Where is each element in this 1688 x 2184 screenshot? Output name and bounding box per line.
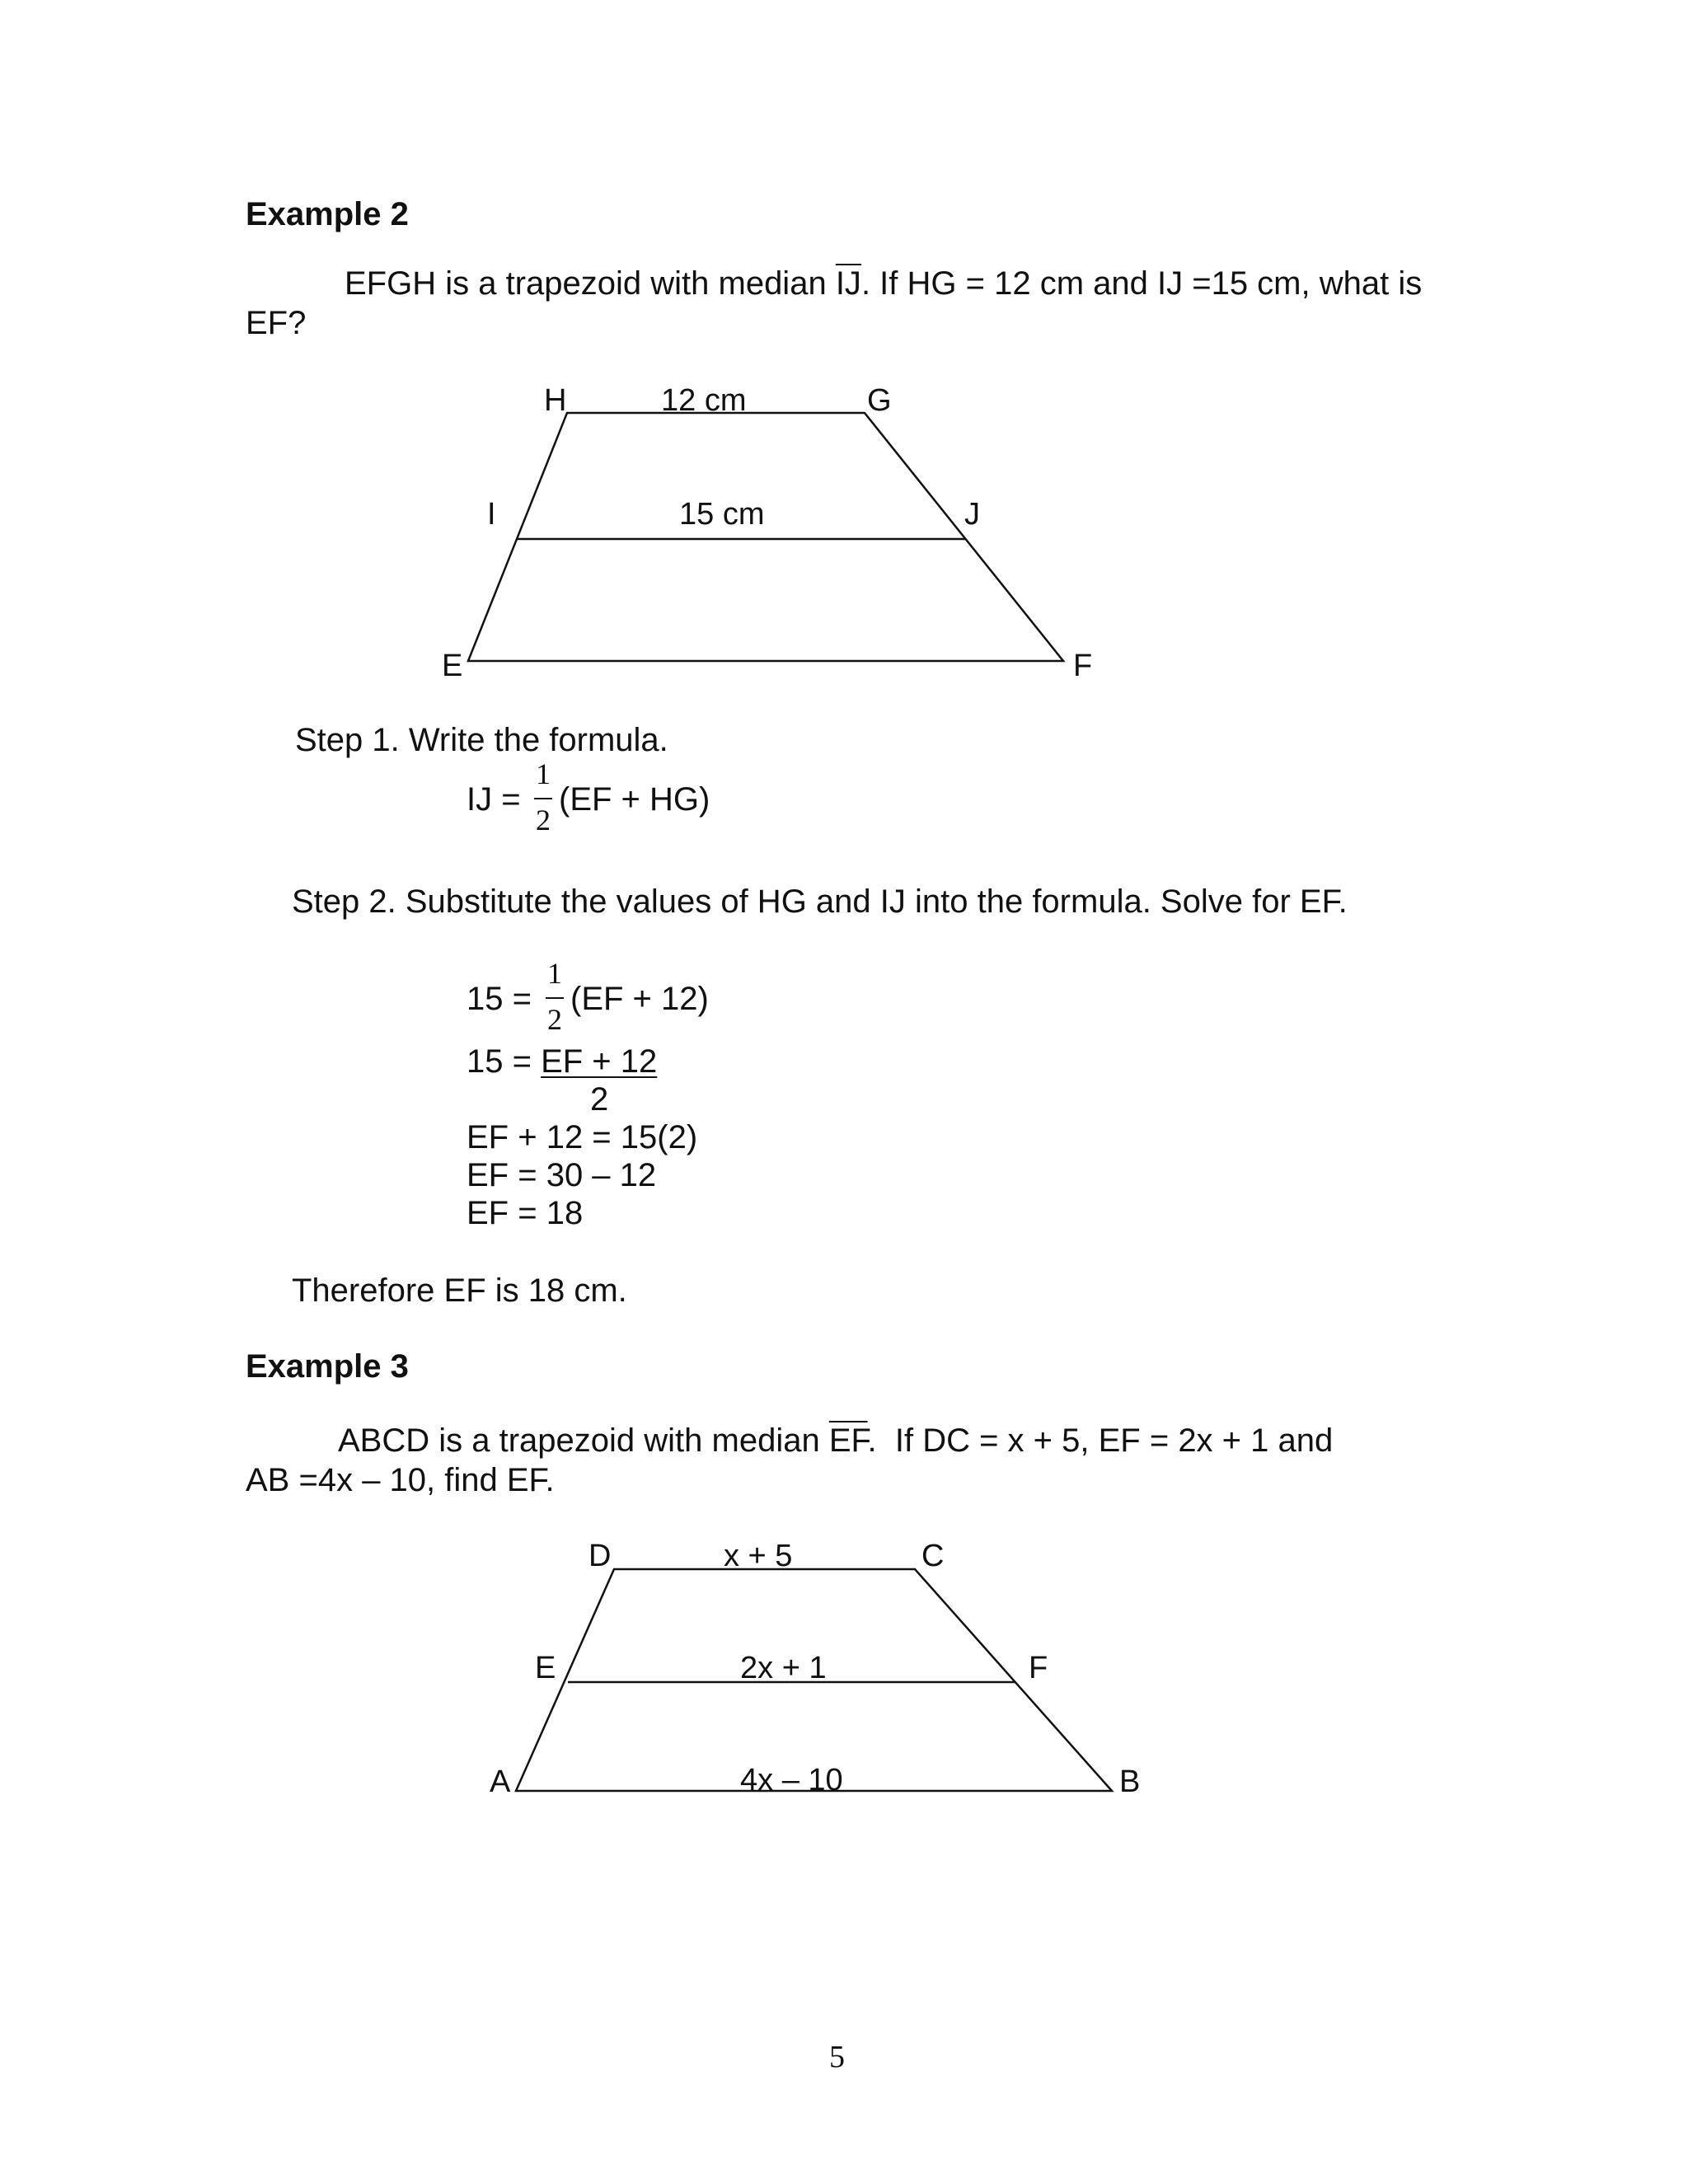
example-2-heading: Example 2 bbox=[246, 196, 409, 232]
label-d: D bbox=[588, 1539, 612, 1573]
step-2-fraction-numerator: 1 bbox=[547, 957, 562, 990]
label-e: E bbox=[442, 649, 463, 683]
example-2-conclusion: Therefore EF is 18 cm. bbox=[292, 1272, 627, 1309]
label-g: G bbox=[867, 383, 892, 418]
step-1-fraction-numerator: 1 bbox=[536, 757, 551, 790]
example-3-problem-line-1 bbox=[338, 1422, 1333, 1460]
step-2-line-4: EF = 30 – 12 bbox=[467, 1157, 657, 1193]
example-3-problem-part-1: ABCD is a trapezoid with median bbox=[338, 1422, 829, 1459]
example-3-heading: Example 3 bbox=[246, 1348, 409, 1385]
step-2-fraction-bar bbox=[546, 997, 564, 999]
step-2-line-2-numerator: EF + 12 bbox=[541, 1043, 658, 1080]
step-2-line-2-denominator: 2 bbox=[590, 1081, 609, 1118]
step-2-line-5: EF = 18 bbox=[467, 1195, 584, 1231]
top-length-label: x + 5 bbox=[724, 1539, 793, 1573]
example-2-median-name: $\overline{IJ}$ bbox=[835, 265, 861, 302]
trapezoid-abcd-figure bbox=[0, 1483, 1688, 1830]
label-b: B bbox=[1119, 1765, 1141, 1799]
step-2-line-1-lhs: 15 = bbox=[467, 981, 532, 1017]
label-e: E bbox=[535, 1651, 556, 1685]
label-f: F bbox=[1029, 1651, 1048, 1685]
example-3-median-name: $\overline{EF}$ bbox=[828, 1422, 868, 1459]
label-a: A bbox=[490, 1765, 511, 1799]
step-2-title: Step 2. Substitute the values of HG and IJ into the formula. Solve for EF. bbox=[292, 883, 1348, 920]
median-length-label: 2x + 1 bbox=[740, 1651, 827, 1685]
label-j: J bbox=[964, 497, 980, 532]
example-2-problem-part-1: EFGH is a trapezoid with median bbox=[345, 265, 836, 302]
example-2-problem-line-2: EF? bbox=[246, 305, 307, 341]
label-i: I bbox=[487, 497, 496, 532]
trapezoid-efgh-figure bbox=[0, 0, 1688, 742]
step-2-line-2 bbox=[467, 1043, 657, 1080]
trapezoid-efgh-outline bbox=[468, 413, 1063, 661]
label-h: H bbox=[544, 383, 567, 418]
step-2-line-2-lhs: 15 = bbox=[467, 1043, 542, 1080]
top-length-label: 12 cm bbox=[661, 383, 747, 418]
example-2-problem-part-2: . If HG = 12 cm and IJ =15 cm, what is bbox=[860, 265, 1423, 302]
step-2-fraction-denominator: 2 bbox=[547, 1003, 562, 1036]
step-2-line-3: EF + 12 = 15(2) bbox=[467, 1119, 698, 1155]
label-f: F bbox=[1073, 649, 1093, 683]
step-1-fraction-bar bbox=[534, 798, 552, 799]
step-1-fraction-denominator: 2 bbox=[536, 804, 551, 837]
step-2-line-1-rhs: (EF + 12) bbox=[570, 981, 709, 1017]
page-number: 5 bbox=[829, 2040, 845, 2074]
label-c: C bbox=[921, 1539, 945, 1573]
median-length-label: 15 cm bbox=[679, 497, 765, 532]
step-1-title: Step 1. Write the formula. bbox=[295, 722, 668, 758]
step-1-formula-lhs: IJ = bbox=[467, 781, 521, 818]
example-3-problem-line-2: AB =4x – 10, find EF. bbox=[246, 1462, 555, 1498]
example-3-problem-part-2: . If DC = x + 5, EF = 2x + 1 and bbox=[867, 1422, 1334, 1459]
bottom-length-label: 4x – 10 bbox=[740, 1763, 843, 1797]
step-1-formula-rhs: (EF + HG) bbox=[559, 781, 710, 818]
